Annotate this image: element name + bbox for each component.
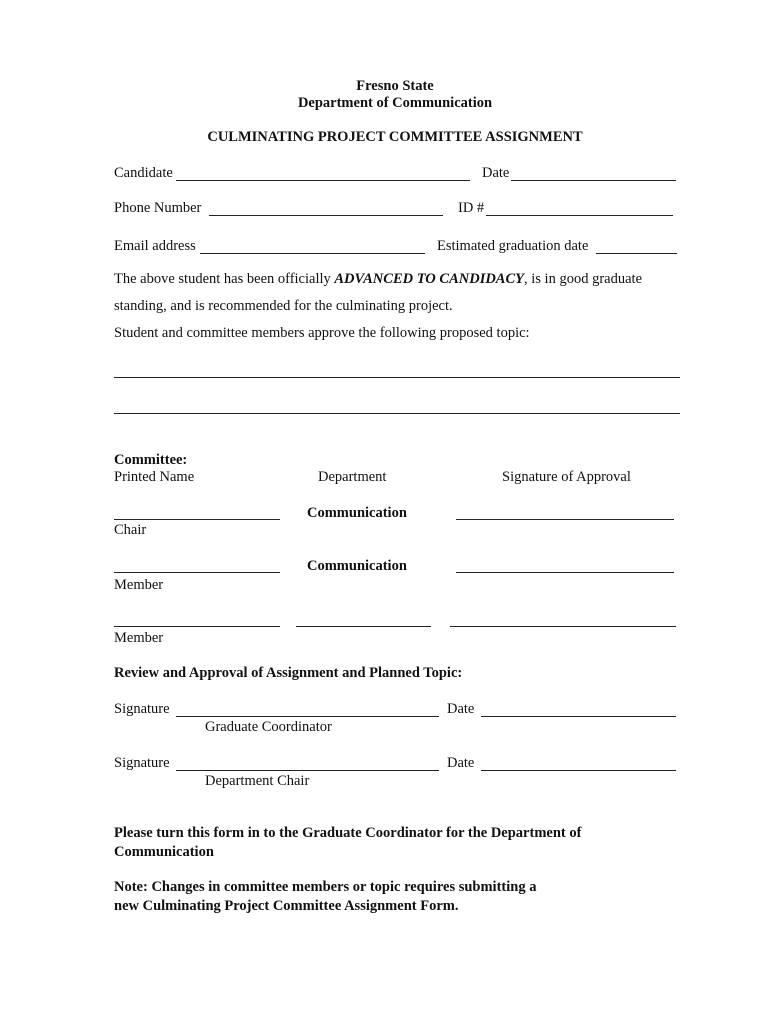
col-printed-name: Printed Name: [114, 469, 195, 485]
member2-signature-field[interactable]: [450, 626, 676, 627]
candidate-label: Candidate: [114, 165, 173, 181]
institution-name: Fresno State: [356, 78, 434, 94]
date-label: Date: [482, 165, 510, 181]
coordinator-date-field[interactable]: [481, 716, 676, 717]
member1-signature-field[interactable]: [456, 572, 674, 573]
candidacy-emphasis: ADVANCED TO CANDIDACY: [334, 271, 525, 287]
chair-signature-field[interactable]: [456, 519, 674, 520]
date-field[interactable]: [511, 180, 676, 181]
email-field[interactable]: [200, 253, 425, 254]
instruction-line2: Communication: [114, 844, 214, 860]
signature-label-1: Signature: [114, 701, 170, 717]
date-label-2: Date: [447, 755, 475, 771]
member2-name-field[interactable]: [114, 626, 280, 627]
date-label-1: Date: [447, 701, 475, 717]
member1-department: Communication: [307, 558, 407, 574]
statement-part2: , is in good graduate: [524, 271, 643, 287]
topic-line-2[interactable]: [114, 413, 680, 414]
member2-role-label: Member: [114, 630, 164, 646]
chair-approval-signature-field[interactable]: [176, 770, 439, 771]
graduation-date-label: Estimated graduation date: [437, 238, 589, 254]
id-field[interactable]: [486, 215, 673, 216]
note-line2: new Culminating Project Committee Assignment Form.: [114, 898, 459, 914]
candidate-field[interactable]: [176, 180, 470, 181]
review-heading: Review and Approval of Assignment and Planned Topic:: [114, 665, 463, 681]
note-line1: Note: Changes in committee members or topic requires submitting a: [114, 879, 537, 895]
member2-department-field[interactable]: [296, 626, 431, 627]
form-title: CULMINATING PROJECT COMMITTEE ASSIGNMENT: [207, 129, 583, 145]
instruction-line1: Please turn this form in to the Graduate Coordinator for the Department of: [114, 825, 582, 841]
statement-line3: Student and committee members approve the following proposed topic:: [114, 325, 530, 341]
col-department: Department: [318, 469, 387, 485]
graduation-date-field[interactable]: [596, 253, 677, 254]
signature-label-2: Signature: [114, 755, 170, 771]
candidacy-statement: [114, 272, 642, 287]
chair-name-field[interactable]: [114, 519, 280, 520]
member1-name-field[interactable]: [114, 572, 280, 573]
email-label: Email address: [114, 238, 196, 254]
department-name: Department of Communication: [297, 95, 493, 111]
committee-heading: Committee:: [114, 452, 188, 468]
graduate-coordinator-label: Graduate Coordinator: [205, 719, 332, 735]
chair-approval-date-field[interactable]: [481, 770, 676, 771]
chair-department: Communication: [307, 505, 407, 521]
member1-role-label: Member: [114, 577, 164, 593]
phone-label: Phone Number: [114, 200, 202, 216]
phone-field[interactable]: [209, 215, 443, 216]
statement-part1: The above student has been officially: [114, 271, 335, 287]
id-label: ID #: [458, 200, 485, 216]
statement-line2: standing, and is recommended for the culminating project.: [114, 298, 453, 314]
coordinator-signature-field[interactable]: [176, 716, 439, 717]
col-signature: Signature of Approval: [502, 469, 631, 485]
department-chair-label: Department Chair: [205, 773, 310, 789]
chair-role-label: Chair: [114, 522, 147, 538]
topic-line-1[interactable]: [114, 377, 680, 378]
